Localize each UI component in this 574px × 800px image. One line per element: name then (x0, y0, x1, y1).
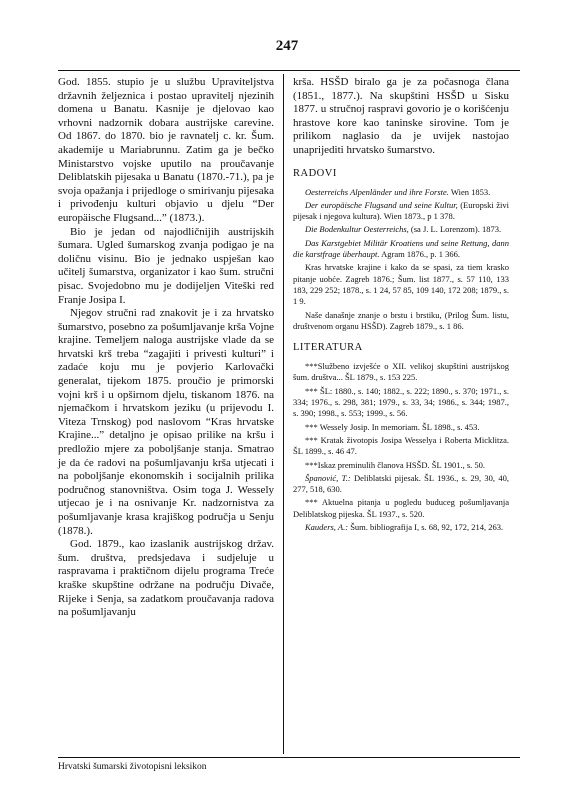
paragraph: God. 1879., kao izaslanik austrijskog držav. šum. društva, predsjedava i sudjeluje u raspravama i praktičnom dijelu programa Treće kraške skupštine održane na području Divače, Rijeke i Senja, sa zadatkom proučavanja radova na pošumljavanju (58, 538, 274, 619)
paragraph: Njegov stručni rad znakovit je i za hrvatsko šumarstvo, posebno za pošumljavanje krša Vojne krajine. Temeljem naloga austrijske vlade da se hrvatski krš treba “zagajiti i privesti kulturi” i zadaće koju mu je povjerio Karlovački generalat, tijekom 1875. proučio je primorski vojni krš i u opširnom djelu, tiskanom 1876. na njemačkom i hrvatskom jeziku (u prijevodu I. Viteza Trnskog) pod naslovom “Kras hrvatske Krajine...” detaljno je opisao prilike na kršu i predložio mjere za poboljšanje stanja. Smatrao je da će radovi na pošumljavanju krša utjecati i na poboljšanje ekonomskih i socijalnih prilika područnog stanovništva. Osim toga J. Wessely utjecao je i na osnivanje Kr. nadzornistva za pošumljavanje krasa krajiškog područja u Senju (1878.). (58, 307, 274, 537)
literatura-entry: ***Iskaz preminulih članova HSŠD. ŠL 1901., s. 50. (305, 459, 486, 470)
footer-title: Hrvatski šumarski životopisni leksikon (58, 762, 207, 772)
column-divider (283, 74, 284, 754)
literatura-list (293, 361, 509, 533)
literatura-entry: Kauders, A.: Šum. bibliografija I, s. 68, 92, 172, 214, 263. (305, 521, 504, 532)
literatura-entry: *** Wessely Josip. In memoriam. ŠL 1898., s. 453. (305, 421, 480, 432)
literatura-entry: *** ŠL: 1880., s. 140; 1882., s. 222; 1890., s. 370; 1971., s. 334; 1976., s. 298, 381; 1979., s. 33, 34; 1986., s. 344; 1987., s. 390; 1998., s. 553; 1999., s. 56. (293, 385, 509, 419)
literatura-entry: *** Aktuelna pitanja u pogledu buduceg pošumljavanja Deliblatskog pijeska. ŠL 1937., s. 520. (293, 497, 509, 519)
radovi-list (293, 187, 509, 333)
radovi-entry: Oesterreichs Alpenländer und ihre Forste. Wien 1853. (305, 186, 491, 197)
radovi-entry: Die Bodenkultur Oesterreichs, (sa J. L. Lorenzom). 1873. (305, 224, 502, 235)
section-heading-literatura: LITERATURA (293, 342, 363, 354)
radovi-entry: Kras hrvatske krajine i kako da se spasi, za tiem krasko pitanje uobće. Zagreb 1876.; Šum. list 1877., s. 57 110, 133 183, 229 252; 1878., s. 1 24, 57 85, 109 140, 172 208; 1879., s. 1 9. (293, 262, 509, 307)
section-heading-radovi: RADOVI (293, 167, 337, 179)
radovi-entry: Das Karstgebiet Militär Kroatiens und seine Rettung, dann die karstfrage überhaupt. Agram 1876., p. 1 366. (293, 237, 509, 260)
bottom-rule (58, 757, 520, 758)
paragraph: God. 1855. stupio je u službu Upraviteljstva državnih željeznica i postao upravitelj njezinih domena u Banatu. Kasnije je djelovao kao vrhovni nadzornik dobara austrijske carevine. Od 1867. do 1870. bio je ravnatelj c. kr. Šum. akademije u Mariabrunnu. Zatim ga je bečko Ministarstvo vojske uputilo na proučavanje Deliblatskih pijesaka u Banatu (1870.-71.), pa je svoja opažanja i prijedloge o smirivanju pijesaka i privođenju kulturi objavio u djelu “Der europäische Flugsand...” (1873.). (58, 76, 274, 224)
literatura-entry: ***Službeno izvješće o XII. velikoj skupštini austrijskog šum. društva... ŠL 1879., s. 153 225. (293, 361, 509, 383)
left-column (58, 76, 274, 620)
paragraph: krša. HSŠD biralo ga je za počasnoga člana (1851., 1877.). Na skupštini HSŠD u Sisku 1877. u stručnoj raspravi govorio je o korišćenju hrastove kore kao taninske sirovine. Tom je prilikom naglasio da je uvijek nastojao unaprijediti hrvatsko šumarstvo. (293, 76, 509, 156)
page-number: 247 (275, 38, 299, 54)
right-column (293, 76, 509, 535)
literatura-entry: Španović, T.: Deliblatski pijesak. ŠL 1936., s. 29, 30, 40, 277, 518, 630. (293, 472, 509, 495)
paragraph: Bio je jedan od najodličnijih austrijskih šumara. Ugled šumarskog zvanja podigao je na doličnu visinu. Bio je jednako uspješan kao učitelj šumarstva, organizator i kao šum. stručni pisac. Svojedobno mu je dodijeljen Viteški red Franje Josipa I. (58, 225, 274, 306)
top-rule (58, 70, 520, 71)
radovi-entry: Naše današnje znanje o brstu i brstiku, (Prilog Šum. listu, društvenom organu HSŠD). Zagreb 1879., s. 1 86. (293, 309, 509, 331)
radovi-entry: Der europäische Flugsand und seine Kultur, (Europski živi pijesak i njegova kultura). Wien 1873., p 1 378. (293, 199, 509, 222)
literatura-entry: *** Kratak životopis Josipa Wesselya i Roberta Micklitza. ŠL 1899., s. 46 47. (293, 434, 509, 457)
